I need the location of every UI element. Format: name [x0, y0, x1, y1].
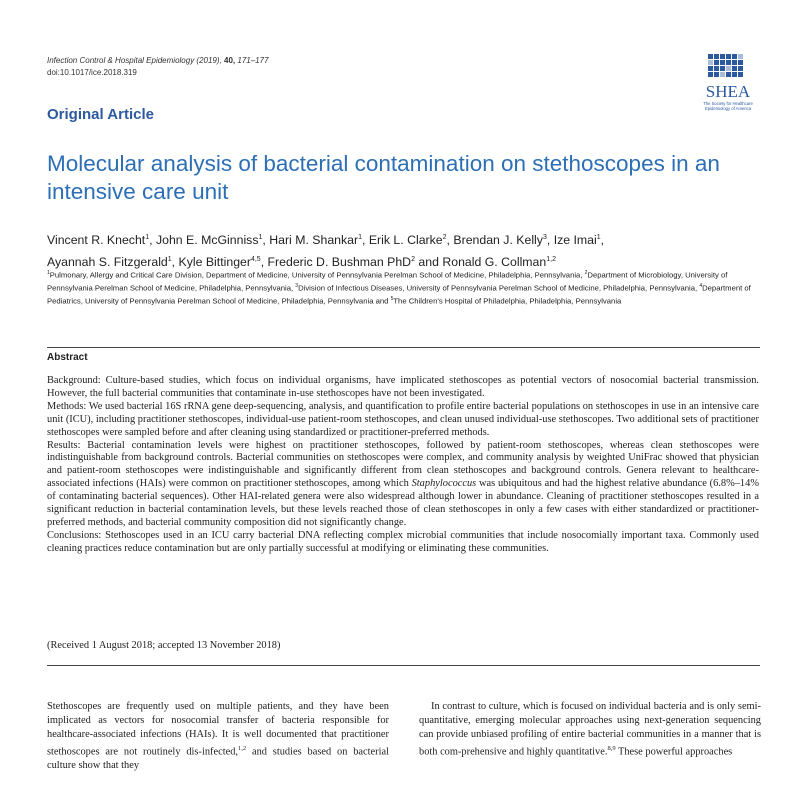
citation-ref[interactable]: 1,2 — [238, 745, 247, 752]
journal-volume: 40, — [224, 56, 236, 65]
author[interactable]: Ayannah S. Fitzgerald$^1$ — [47, 255, 172, 270]
abstract-conclusions: Conclusions: Stethoscopes used in an ICU carry bacterial DNA reflecting complex microbial communities that include nosocomially important taxa. Commonly used cleaning practices reduce contamination but are only partially successful at modifying or eliminating these communities. — [47, 529, 759, 554]
author[interactable]: Ronald G. Collman$^{1,2}$ — [442, 255, 556, 270]
body-column-left — [47, 700, 389, 773]
article-type: Original Article — [47, 106, 154, 123]
affiliation: Department of Pediatrics, University of Pennsylvania Perelman School of Medicine, Philadelphia, Pennsylvania and — [47, 283, 751, 306]
abstract-heading: Abstract — [47, 352, 88, 363]
shea-logo-subtitle: The Society for Healthcare Epidemiology of America — [703, 101, 753, 111]
shea-logo — [696, 52, 760, 112]
journal-pages: 171–177 — [237, 56, 269, 65]
affiliation: Division of Infectious Diseases, University of Pennsylvania Perelman School of Medicine, Philadelphia, Pennsylvania, — [298, 283, 700, 293]
doi[interactable]: doi:10.1017/ice.2018.319 — [47, 68, 137, 77]
journal-year: (2019), — [196, 56, 222, 65]
author[interactable]: Vincent R. Knecht$^1$ — [47, 233, 150, 248]
author[interactable]: Erik L. Clarke$^2$ — [368, 233, 447, 248]
abstract-results: Results: Bacterial contamination levels were highest on practitioner stethoscopes, followed by patient-room stethoscopes, whereas clean stethoscopes were indistinguishable from background controls. Bacterial communities on stethoscopes were complex, and community analysis by weighted UniFrac showed that physician and patient-room stethoscopes were indistinguishable and significantly different from clean stethoscopes and background controls. Genera relevant to healthcare-associated infections (HAIs) were common on practitioner stethoscopes, among which Staphylococcus was ubiquitous and had the highest relative abundance (6.8%–14% of contaminating bacterial sequences). Other HAI-related genera were also widespread although lower in abundance. Cleaning of practitioner stethoscopes resulted in a significant reduction in bacterial contamination levels, but these levels reached those of clean stethoscopes in only a few cases with either standardized or practitioner-preferred methods, and bacterial community composition did not significantly change. — [47, 439, 759, 528]
abstract-methods: Methods: We used bacterial 16S rRNA gene deep-sequencing, analysis, and quantification to profile entire bacterial populations on stethoscopes in use in an intensive care unit (ICU), including practitioner stethoscopes, individual-use patient-room stethoscopes, and clean unused individual-use stethoscopes. Two additional sets of practitioner stethoscopes were sampled before and after cleaning using standardized or practitioner-preferred methods. — [47, 400, 759, 438]
abstract-body — [47, 375, 759, 556]
author[interactable]: Hari M. Shankar$^1$ — [269, 233, 362, 248]
author-list: Vincent R. Knecht$^1$, John E. McGinniss$^1$, Hari M. Shankar$^1$, Erik L. Clarke$^2$, Brendan J. Kelly$^3$, Ize Imai$^1$, Ayannah S. Fitzgerald$^1$, Kyle Bittinger$^{4,5}$, Frederic D. Bushman PhD$^2$ and Ronald G. Collman$^{1,2}$ — [47, 233, 605, 270]
author[interactable]: Kyle Bittinger$^{4,5}$ — [178, 255, 261, 270]
body-paragraph: In contrast to culture, which is focused on individual bacteria and is only semi-quantitative, emerging molecular approaches using next-generation sequencing can provide unbiased profiling of entire bacterial communities in a manner that is both com-prehensive and highly quantitative.$^{8,9}$ These powerful approaches — [419, 701, 761, 758]
citation-ref[interactable]: 8,9 — [607, 745, 616, 752]
affiliation: The Children's Hospital of Philadelphia, Philadelphia, Pennsylvania — [393, 296, 622, 306]
affiliation: Pulmonary, Allergy and Critical Care Division, Department of Medicine, University of Pennsylvania Perelman School of Medicine, Philadelphia, Pennsylvania, — [49, 270, 585, 280]
abstract-background: Background: Culture-based studies, which focus on individual organisms, have implicated stethoscopes as potential vectors of nosocomial bacterial transmission. However, the full bacterial communities that contaminate in-use stethoscopes have not been investigated. — [47, 375, 759, 399]
author[interactable]: Frederic D. Bushman PhD$^2$ — [267, 255, 415, 270]
abstract-bottom-divider — [47, 665, 760, 666]
body-column-right — [419, 700, 761, 759]
journal-name: Infection Control & Hospital Epidemiology — [47, 56, 195, 65]
affiliations: $^1$Pulmonary, Allergy and Critical Care Division, Department of Medicine, University of Pennsylvania Perelman School of Medicine, Philadelphia, Pennsylvania, $^2$Department of Microbiology, University of Pennsylvania Perelman School of Medicine, Philadelphia, Pennsylvania, $^3$Division of Infectious Diseases, University of Pennsylvania Perelman School of Medicine, Philadelphia, Pennsylvania, $^4$Department of Pediatrics, University of Pennsylvania Perelman School of Medicine, Philadelphia, Pennsylvania and $^5$The Children's Hospital of Philadelphia, Philadelphia, Pennsylvania — [47, 270, 751, 306]
article-title: Molecular analysis of bacterial contamination on stethoscopes in an intensive care unit — [47, 151, 720, 204]
journal-citation — [47, 55, 269, 67]
author[interactable]: Brendan J. Kelly$^3$ — [453, 233, 547, 248]
shea-logo-icon — [696, 52, 760, 82]
shea-logo-text: SHEA — [705, 82, 751, 101]
received-dates: (Received 1 August 2018; accepted 13 November 2018) — [47, 640, 281, 651]
author[interactable]: John E. McGinniss$^1$ — [155, 233, 263, 248]
affiliation: Department of Microbiology, University of Pennsylvania Perelman School of Medicine, Philadelphia, Pennsylvania, — [47, 270, 728, 293]
author[interactable]: Ize Imai$^1$ — [553, 233, 601, 248]
abstract-top-divider — [47, 347, 760, 348]
body-paragraph: Stethoscopes are frequently used on multiple patients, and they have been implicated as vectors for nosocomial transfer of bacteria responsible for healthcare-associated infections (HAIs). It is well documented that practitioner stethoscopes are not routinely dis-infected,$^{1,2}$ and studies based on bacterial culture show that they — [47, 701, 389, 772]
